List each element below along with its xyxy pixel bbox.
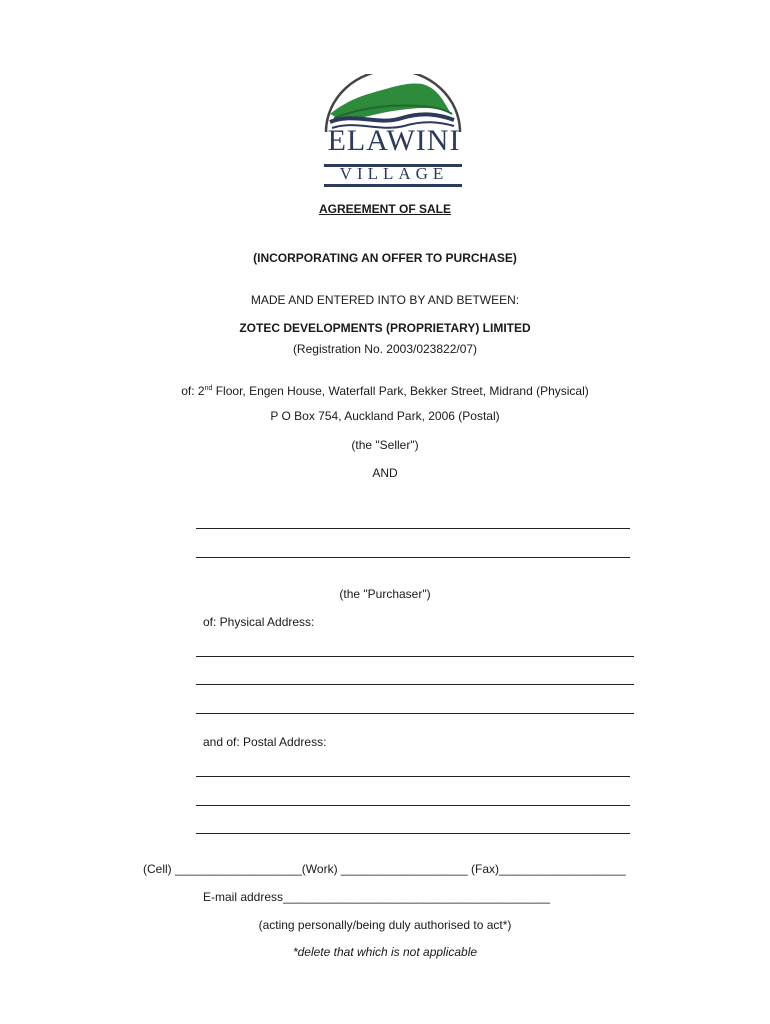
postal-address-line-3[interactable] — [196, 833, 630, 834]
physical-address-label: of: Physical Address: — [203, 615, 315, 629]
seller-physical-address — [0, 384, 770, 398]
postal-address-line-1[interactable] — [196, 776, 630, 777]
postal-address-line-2[interactable] — [196, 805, 630, 806]
seller-label: (the "Seller") — [351, 438, 419, 452]
logo-sub: VILLAGE — [339, 164, 449, 183]
title-text: AGREEMENT OF SALE — [318, 202, 451, 216]
and-label: AND — [372, 466, 398, 480]
document-subtitle: (INCORPORATING AN OFFER TO PURCHASE) — [253, 251, 517, 265]
purchaser-name-line-2[interactable] — [196, 557, 630, 558]
company-name: ZOTEC DEVELOPMENTS (PROPRIETARY) LIMITED — [239, 321, 531, 335]
acting-note: (acting personally/being duly authorised to act*) — [258, 918, 512, 932]
email-address-line[interactable]: E-mail address________________________________________ — [203, 890, 550, 904]
contact-numbers-line[interactable]: (Cell) ___________________(Work) ___________________ (Fax)___________________ — [143, 862, 626, 876]
purchaser-name-line-1[interactable] — [196, 528, 630, 529]
address-prefix: of: 2 — [181, 384, 205, 398]
physical-address-line-1[interactable] — [196, 656, 634, 657]
seller-postal-address: P O Box 754, Auckland Park, 2006 (Postal) — [270, 409, 500, 423]
physical-address-line-2[interactable] — [196, 684, 634, 685]
footnote: *delete that which is not applicable — [292, 945, 478, 959]
address-sup: nd — [204, 385, 213, 392]
registration-number: (Registration No. 2003/023822/07) — [292, 342, 478, 356]
document-title — [0, 202, 770, 216]
purchaser-label: (the "Purchaser") — [339, 587, 431, 601]
address-rest: Floor, Engen House, Waterfall Park, Bekker Street, Midrand (Physical) — [212, 384, 589, 398]
physical-address-line-3[interactable] — [196, 713, 634, 714]
postal-address-label: and of: Postal Address: — [203, 735, 327, 749]
logo-name: ELAWINI — [327, 124, 461, 157]
made-between: MADE AND ENTERED INTO BY AND BETWEEN: — [250, 293, 520, 307]
